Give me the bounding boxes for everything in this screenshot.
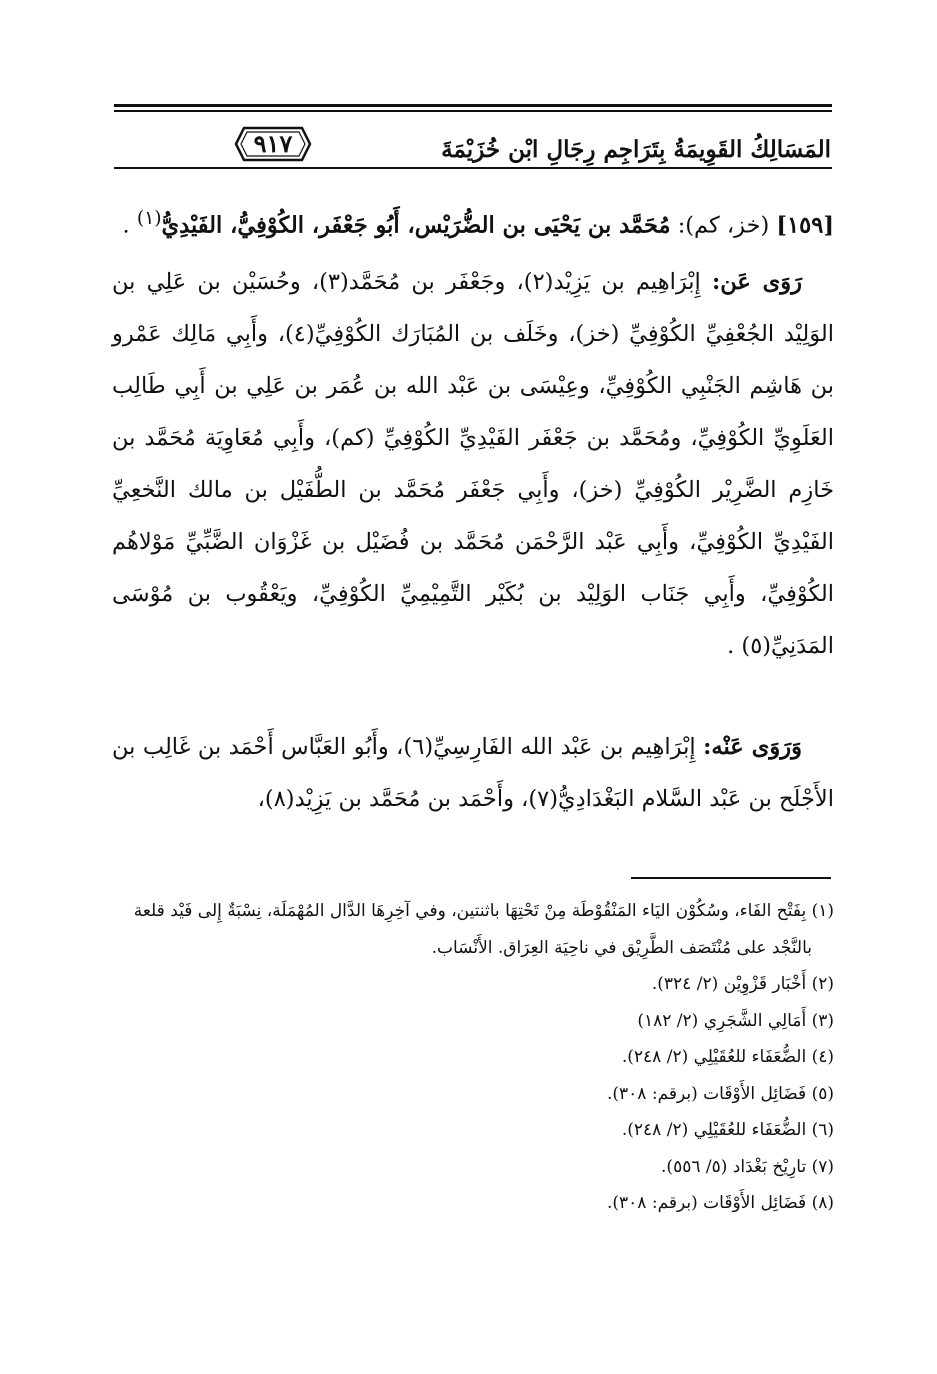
narrated-from-text: إِبْرَاهِيم بن يَزِيْد(٢)، وجَعْفَر بن مُحَمَّد(٣)، وحُسَيْن بن عَلِي بن الوَلِيْد الجُعْفِيِّ الكُوْفِيِّ (خز)، وخَلَف بن المُبَارَك الكُوْفِيِّ(٤)، وأَبِي مَالِك عَمْرو بن هَاشِم الجَنْبِي الكُوْفِيِّ، وعِيْسَى بن عَبْد الله بن عُمَر بن عَلِي بن أَبِي طَالِب العَلَوِيِّ الكُوْفِيِّ، ومُحَمَّد بن جَعْفَر الفَيْدِيِّ الكُوْفِيِّ (كم)، وأَبِي مُعَاوِيَة مُحَمَّد بن خَازِم الضَّرِيْر الكُوْفِيِّ (خز)، وأَبِي جَعْفَر مُحَمَّد بن الطُّفَيْل بن مالك النَّخعِيِّ الفَيْدِيِّ الكُوْفِيِّ، وأَبِي عَبْد الرَّحْمَن مُحَمَّد بن فُضَيْل بن غَزْوَان الضَّبِّيِّ مَوْلاهُم الكُوْفِيِّ، وأَبِي جَنَاب الوَلِيْد بن بُكَيْر التَّمِيْمِيِّ الكُوْفِيِّ، ويَعْقُوب بن مُوْسَى المَدَنِيِّ(٥) . [112, 269, 834, 659]
footnote-1-continued: بالنَّجْد على مُنْتَصَف الطَّرِيْق في ناحِيَة العِرَاق. الأَنْسَاب. [431, 937, 812, 958]
footnote-4: (٤) الضُّعَفَاء للعُقَيْلِي (٢/ ٢٤٨). [621, 1047, 834, 1067]
entry-heading [112, 193, 834, 252]
entry-name: مُحَمَّد بن يَحْيَى بن الضُّرَيْس، أَبُو جَعْفَر، الكُوْفِيُّ، الفَيْدِيُّ [161, 212, 671, 239]
footnotes [112, 893, 834, 1222]
footnote-7: (٧) تارِيْخ بَغْدَاد (٥/ ٥٥٦). [661, 1156, 834, 1177]
running-title: المَسَالِكُ القَوِيمَةُ بِتَرَاجِم رِجَالِ ابْن خُزَيْمَةَ [441, 136, 831, 163]
footnote-separator [631, 877, 831, 879]
page-number-frame [234, 124, 312, 164]
header-rule [114, 167, 832, 169]
page-number: ٩١٧ [253, 129, 293, 158]
entry-number: [١٥٩] [776, 212, 834, 239]
footnote-5: (٥) فَضَائِل الأَوْقَات (برقم: ٣٠٨). [607, 1083, 834, 1104]
footnote-8: (٨) فَضَائِل الأَوْقَات (برقم: ٣٠٨). [607, 1193, 834, 1213]
top-rule-thick [114, 104, 832, 107]
entry-sigla: (خز، كم): [677, 212, 770, 239]
narrated-by-text: إِبْرَاهِيم بن عَبْد الله الفَارِسِيِّ(٦)، وأَبُو العَبَّاس أَحْمَد بن غَالِب بن الأَجْلَح بن عَبْد السَّلام البَغْدَادِيُّ(٧)، وأَحْمَد بن مُحَمَّد بن يَزِيْد(٨)، [112, 734, 834, 812]
footnote-3: (٣) أَمَالِي الشَّجَرِي (٢/ ١٨٢) [637, 1010, 834, 1031]
narrated-by-paragraph [112, 721, 834, 825]
footnote-2: (٢) أَخْبَار قَزْوِيْن (٢/ ٣٢٤). [651, 974, 834, 994]
narrated-from-label: رَوَى عَن: [711, 269, 802, 295]
narrated-by-label: وَرَوَى عَنْه: [703, 734, 803, 760]
footnote-1: (١) بِفَتْح الفَاء، وسُكُوْن اليَاء المَنْقُوْطَة مِنْ تَحْتِهَا باثنتين، وفي آخِرِهَا الدَّال المُهْمَلَة، نِسْبَةٌ إِلى فَيْد قلعة [133, 901, 834, 921]
entry-note-ref: (١) [136, 208, 162, 229]
narrated-from-paragraph [112, 256, 834, 672]
footnote-6: (٦) الضُّعَفَاء للعُقَيْلِي (٢/ ٢٤٨). [621, 1120, 834, 1140]
top-rule-thin [114, 110, 832, 112]
entry-end: . [122, 212, 130, 239]
